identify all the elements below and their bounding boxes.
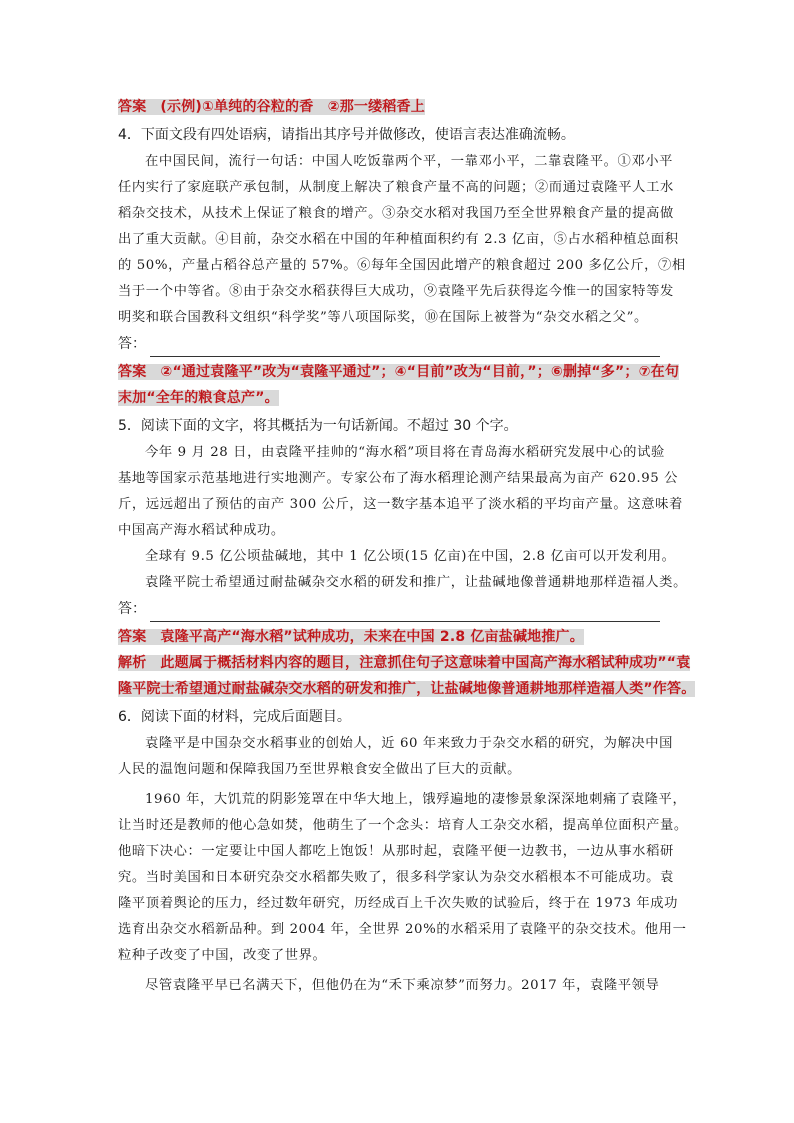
passage-line: 今年 9 月 28 日，由袁隆平挂帅的“海水稻”项目将在青岛海水稻研究发展中心的试验 xyxy=(145,445,665,460)
answer-text: 末加“全年的粮食总产”。 xyxy=(118,390,279,406)
q5-analysis-highlight xyxy=(118,655,690,671)
answer-underline xyxy=(150,603,660,622)
answer-prefix: 答： xyxy=(118,336,146,352)
passage-line: 斤，远远超出了预估的亩产 300 公斤，这一数字基本追平了淡水稻的平均亩产量。这意味着 xyxy=(118,497,683,512)
q4-passage xyxy=(118,149,686,331)
q4-answer-highlight xyxy=(118,364,679,380)
q5-analysis-highlight xyxy=(118,681,695,697)
answer-underline xyxy=(150,338,660,357)
passage-line: 的 50%，产量占稻谷总产量的 57%。⑥每年全国因此增产的粮食超过 200 多亿公斤，⑦相 xyxy=(118,258,686,273)
q5-answer xyxy=(118,624,696,702)
analysis-label: 解析 xyxy=(118,655,147,671)
passage-line: 基地等国家示范基地进行实地测产。专家公布了海水稻理论测产结果最高为亩产 620.95 公 xyxy=(118,471,679,486)
passage-line: 人民的温饱问题和保障我国乃至世界粮食安全做出了巨大的贡献。 xyxy=(118,762,522,777)
answer-label: 答案 xyxy=(118,99,147,115)
passage-line: 尽管袁隆平早已名满天下，但他仍在为“禾下乘凉梦”而努力。2017 年，袁隆平领导 xyxy=(145,978,660,993)
q4-answer-highlight xyxy=(118,390,279,406)
q4-answer-blank[interactable] xyxy=(118,331,678,357)
q5-answer-blank[interactable] xyxy=(118,596,678,622)
answer-text: ②“通过袁隆平”改为“袁隆平通过”；④“目前”改为“目前，”；⑥删掉“多”；⑦在句 xyxy=(160,364,680,380)
passage-line: 当于一个中等省。⑧由于杂交水稻获得巨大成功，⑨袁隆平先后获得迄今惟一的国家特等发 xyxy=(118,284,674,299)
passage-line: 他暗下决心：一定要让中国人都吃上饱饭！从那时起，袁隆平便一边教书，一边从事水稻研 xyxy=(118,844,674,859)
passage-line: 袁隆平院士希望通过耐盐碱杂交水稻的研发和推广，让盐碱地像普通耕地那样造福人类。 xyxy=(145,575,687,590)
answer-label: 答案 xyxy=(118,629,147,645)
passage-line: 任内实行了家庭联产承包制，从制度上解决了粮食产量不高的问题；②而通过袁隆平人工水 xyxy=(118,180,674,195)
q5-prompt: 5．阅读下面的文字，将其概括为一句话新闻。不超过 30 个字。 xyxy=(118,418,518,434)
q4-prompt: 4．下面文段有四处语病，请指出其序号并做修改，使语言表达准确流畅。 xyxy=(118,127,575,143)
q5-passage xyxy=(118,440,687,596)
answer-text: 袁隆平高产“海水稻”试种成功，未来在中国 2.8 亿亩盐碱地推广。 xyxy=(160,629,584,645)
passage-line: 1960 年，大饥荒的阴影笼罩在中华大地上，饿殍遍地的凄惨景象深深地刺痛了袁隆平， xyxy=(145,792,687,807)
passage-line: 明奖和联合国教科文组织“科学奖”等八项国际奖，⑩在国际上被誉为“杂交水稻之父”。 xyxy=(118,310,648,325)
answer-label: 答案 xyxy=(118,364,147,380)
passage-line: 让当时还是教师的他心急如焚，他萌生了一个念头：培育人工杂交水稻，提高单位面积产量。 xyxy=(118,818,688,833)
answer-prefix: 答： xyxy=(118,601,146,617)
passage-line: 中国高产海水稻试种成功。 xyxy=(118,523,285,538)
passage-line: 在中国民间，流行一句话：中国人吃饭靠两个平，一靠邓小平，二靠袁隆平。①邓小平 xyxy=(145,154,674,169)
q5-answer-highlight xyxy=(118,629,584,645)
passage-line: 袁隆平是中国杂交水稻事业的创始人，近 60 年来致力于杂交水稻的研究，为解决中国 xyxy=(145,736,674,751)
document-page xyxy=(118,92,696,999)
passage-line: 隆平顶着舆论的压力，经过数年研究，历经成百上千次失败的试验后，终于在 1973 年成功 xyxy=(118,896,679,911)
q4-answer xyxy=(118,359,678,411)
q3-answer xyxy=(118,94,678,120)
passage-line: 选育出杂交水稻新品种。到 2004 年，全世界 20%的水稻采用了袁隆平的杂交技术。他用一 xyxy=(118,922,687,937)
answer-text: (示例)①单纯的谷粒的香 ②那一缕稻香上 xyxy=(160,99,425,115)
q3-answer-highlight xyxy=(118,99,425,115)
passage-line: 稻杂交技术，从技术上保证了粮食的增产。③杂交水稻对我国乃至全世界粮食产量的提高做 xyxy=(118,206,674,221)
passage-line: 出了重大贡献。④目前，杂交水稻在中国的年种植面积约有 2.3 亿亩，⑤占水稻种植总面积 xyxy=(118,232,679,247)
passage-line: 究。当时美国和日本研究杂交水稻都失败了，很多科学家认为杂交水稻根本不可能成功。袁 xyxy=(118,870,674,885)
passage-line: 粒种子改变了中国，改变了世界。 xyxy=(118,948,327,963)
passage-line: 全球有 9.5 亿公顷盐碱地，其中 1 亿公顷(15 亿亩)在中国，2.8 亿亩可以开发利用。 xyxy=(145,549,676,564)
q6-passage xyxy=(118,731,688,999)
analysis-text: 隆平院士希望通过耐盐碱杂交水稻的研发和推广，让盐碱地像普通耕地那样造福人类”作答。 xyxy=(118,681,696,697)
q6-prompt: 6．阅读下面的材料，完成后面题目。 xyxy=(118,709,351,725)
analysis-text: 此题属于概括材料内容的题目，注意抓住句子这意味着中国高产海水稻试种成功”“袁 xyxy=(160,655,691,671)
